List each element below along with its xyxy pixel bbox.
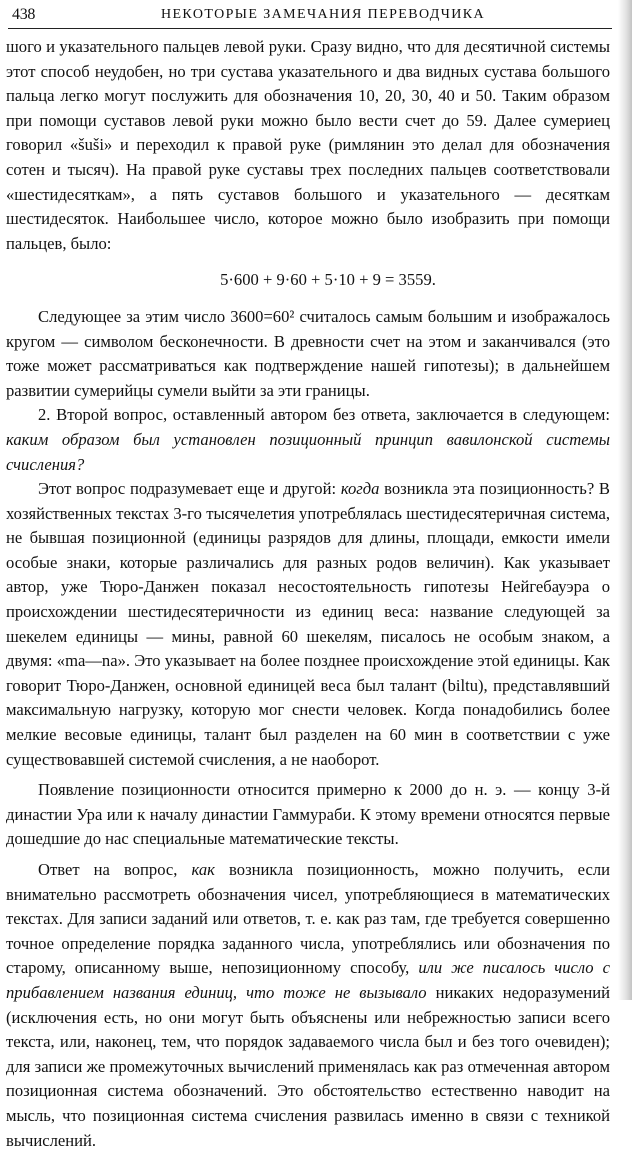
running-head: [6, 4, 610, 26]
paragraph-text: Этот вопрос подразумевает еще и другой:: [38, 479, 341, 499]
italic-emphasis: как: [191, 860, 215, 879]
paragraph: [6, 477, 610, 772]
paragraph-continued: шого и указательного пальцев левой руки. Сразу видно, что для десятичной системы этот способ неудобен, но три сустава указательного и два видных сустава большого пальца легко могут послужить для обозначения 10, 20, 30, 40 и 50. Таким образом при помощи суставов левой руки можно было вести счет до 59. Далее сумериец говорил «šuši» и переходил к правой руке (римлянин это делал для обозначения сотен и тысяч). На правой руке суставы трех последних пальцев соответствовали «шестидесяткам», а пять суставов большого и указательного — десяткам шестидесяток. Наибольшее число, которое можно было изобразить при помощи пальцев, было:: [6, 37, 610, 253]
page-number: 438: [12, 6, 36, 23]
paragraph-text: Ответ на вопрос,: [38, 860, 192, 879]
paragraph-text: 2. Второй вопрос, оставленный автором без ответа, заключается в следующем:: [38, 405, 610, 425]
running-title: НЕКОТОРЫЕ ЗАМЕЧАНИЯ ПЕРЕВОДЧИКА: [160, 7, 486, 22]
paragraph-text: возникла позиционность, можно получить, если внимательно рассмотреть обозначения чисел, употребляющиеся в математических текстах. Для записи заданий или ответов, т. е. как раз там, где требуется совершенно точное определение порядка заданного числа, употреблялись или обозначения по старому, описанному выше, непозиционному способу,: [6, 860, 610, 978]
body-text: [6, 35, 610, 1153]
header-rule: [8, 28, 612, 29]
paragraph-question-2: [6, 403, 610, 477]
paragraph: [6, 858, 610, 1153]
italic-emphasis: каким образом был установлен позиционный принцип вавилонской системы счисления?: [6, 429, 610, 474]
paragraph-text: никаких недоразумений (исключения есть, но они могут быть объяснены или небрежностью записи всего текста, или, наконец, тем, что порядок задаваемого числа был и без того очевиден); для записи же промежуточных вычислений применялась как раз отмеченная автором позиционная система обозначений. Это обстоятельство естественно наводит на мысль, что позиционная система счисления развилась именно в связи с техникой вычислений.: [6, 982, 610, 1150]
formula: 5·600 + 9·60 + 5·10 + 9 = 3559.: [220, 270, 436, 290]
paragraph: Появление позиционности относится примерно к 2000 до н. э. — концу 3-й династии Ура или к началу династии Гаммураби. К этому времени относятся первые дошедшие до нас специальные математические тексты.: [6, 780, 610, 849]
italic-emphasis: когда: [340, 479, 380, 499]
italic-emphasis: или же писалось число с прибавлением названия единиц, что тоже не вызывало: [6, 958, 610, 1002]
paragraph-text: возникла эта позиционность? В хозяйственных текстах 3-го тысячелетия употреблялась шестидесятеричная система, не бывшая позиционной (единицы разрядов для длины, площади, емкости имели особые знаки, которые различались для разных родов величин). Как указывает автор, уже Тюро-Данжен показал несостоятельность гипотезы Нейгебауэра о происхождении шестидесятеричности из единиц веса: название следующей за шекелем единицы — мины, равной 60 шекелям, писалось не особым знаком, а двумя: «ma—na». Это указывает на более позднее происхождение этой единицы. Как говорит Тюро-Данжен, основной единицей веса был талант (biltu), представлявший максимальную нагрузку, которую мог снести человек. Когда понадобились более мелкие весовые единицы, талант был разделен на 60 мин в соответствии с уже существовавшей системой счисления, а не наоборот.: [6, 479, 610, 769]
paragraph: Следующее за этим число 3600=60² считалось самым большим и изображалось кругом — символом бесконечности. В древности счет на этом и заканчивался (это тоже может рассматриваться как подтверждение нашей гипотезы); в дальнейшем развитии сумерийцы сумели выйти за эти границы.: [6, 306, 610, 400]
page-edge-shadow: [618, 0, 632, 1000]
